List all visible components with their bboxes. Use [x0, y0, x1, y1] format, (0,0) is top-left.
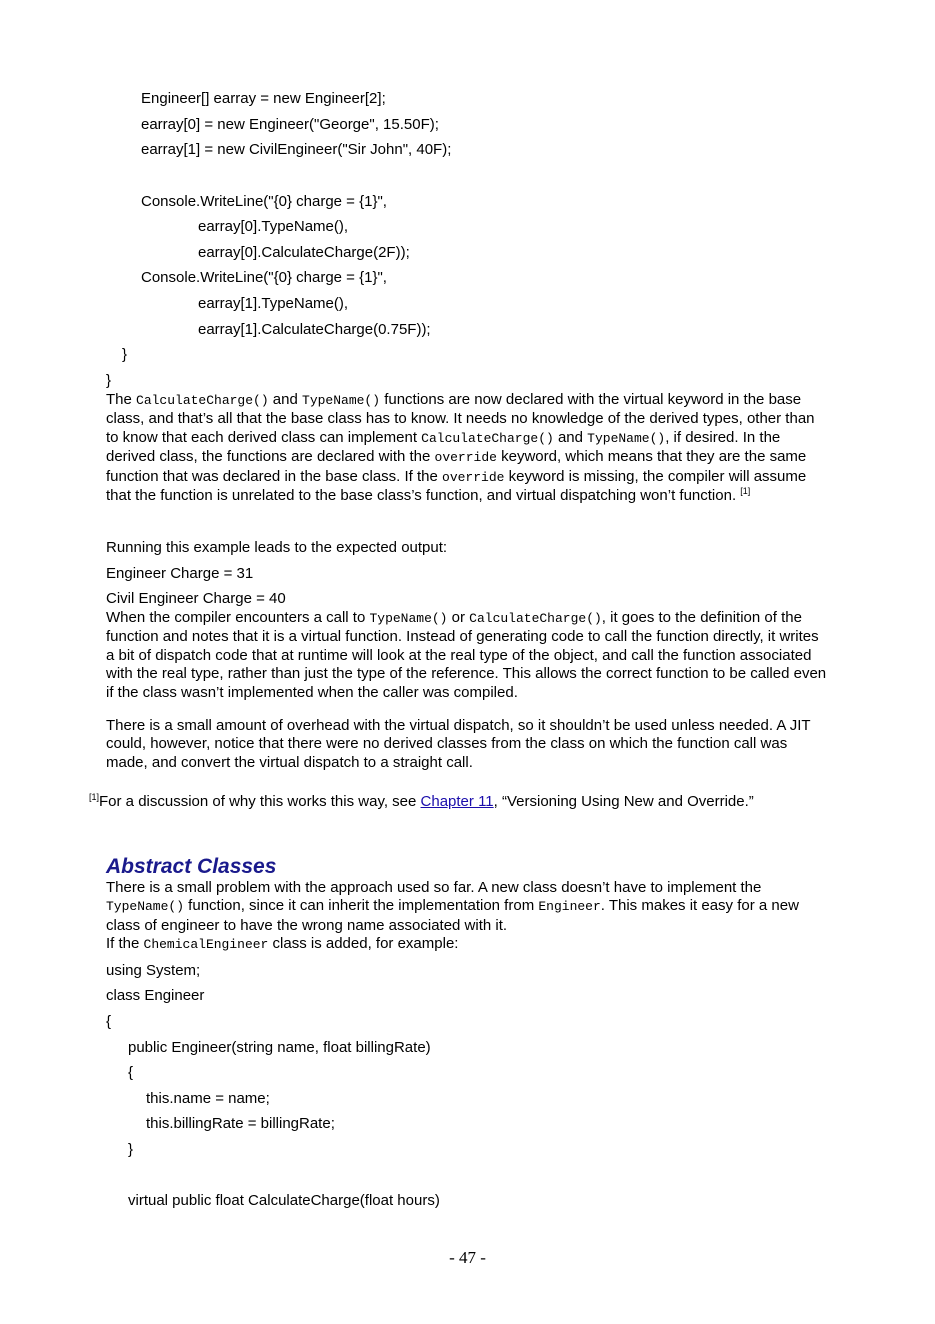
- footnote: [1]For a discussion of why this works this way, see Chapter 11, “Versioning Using New and Override.”: [89, 792, 754, 810]
- paragraph-abstract-problem: There is a small problem with the approach used so far. A new class doesn’t have to implement the TypeName() function, since it can inherit the implementation from Engineer. This makes it easy for a new class of engineer to have the wrong name associated with it. If the ChemicalEngineer class is added, for example:: [106, 879, 799, 953]
- code-line: Console.WriteLine("{0} charge = {1}",: [141, 269, 387, 286]
- code-line: earray[1] = new CivilEngineer("Sir John", 40F);: [141, 141, 452, 158]
- code-line: earray[1].CalculateCharge(0.75F));: [198, 321, 431, 338]
- code-line: earray[0].TypeName(),: [198, 218, 349, 235]
- code-line: this.name = name;: [146, 1090, 270, 1107]
- running-example-text: Running this example leads to the expected output:: [106, 539, 448, 556]
- code-line: this.billingRate = billingRate;: [146, 1115, 335, 1132]
- code-line: {: [128, 1064, 134, 1081]
- output-line: Civil Engineer Charge = 40: [106, 590, 286, 607]
- code-line: using System;: [106, 962, 201, 979]
- code-line: {: [106, 1013, 112, 1030]
- code-line: class Engineer: [106, 987, 205, 1004]
- code-line: earray[0] = new Engineer("George", 15.50F);: [141, 116, 439, 133]
- paragraph-overhead: There is a small amount of overhead with the virtual dispatch, so it shouldn’t be used unless needed. A JIT could, however, notice that there were no derived classes from the class on which the function call was made, and convert the virtual dispatch to a straight call.: [106, 717, 811, 771]
- paragraph-virtual-keyword: The CalculateCharge() and TypeName() functions are now declared with the virtual keyword in the base class, and that’s all that the base class has to know. It needs no knowledge of the derived types, other than to know that each derived class can implement CalculateCharge() and TypeName(), if desired. In the derived class, the functions are declared with the override keyword, which means that they are the same function that was declared in the base class. If the override keyword is missing, the compiler will assume that the function is unrelated to the base class’s function, and virtual dispatching won’t function. [1]: [106, 391, 815, 505]
- code-line: virtual public float CalculateCharge(float hours): [128, 1192, 440, 1209]
- footnote-mark: [1]: [89, 792, 100, 802]
- code-line: }: [122, 346, 128, 363]
- page-number: - 47 -: [449, 1248, 486, 1267]
- code-line: Console.WriteLine("{0} charge = {1}",: [141, 193, 387, 210]
- code-line: }: [106, 372, 112, 389]
- code-line: earray[0].CalculateCharge(2F));: [198, 244, 410, 261]
- footnote-ref[interactable]: [1]: [740, 486, 751, 497]
- code-line: }: [128, 1141, 134, 1158]
- chapter-11-link[interactable]: Chapter 11: [420, 793, 494, 810]
- section-heading: Abstract Classes: [106, 855, 277, 878]
- paragraph-dispatch: When the compiler encounters a call to TypeName() or CalculateCharge(), it goes to the definition of the function and notes that it is a virtual function. Instead of generating code to call the function directly, it writes a bit of dispatch code that at runtime will look at the real type of the object, and call the function associated with the real type, rather than just the type of the reference. This allows the correct function to be called even if the class wasn’t implemented when the caller was compiled.: [106, 609, 827, 701]
- code-line: public Engineer(string name, float billingRate): [128, 1039, 431, 1056]
- code-line: earray[1].TypeName(),: [198, 295, 349, 312]
- code-line: Engineer[] earray = new Engineer[2];: [141, 90, 386, 107]
- output-line: Engineer Charge = 31: [106, 565, 254, 582]
